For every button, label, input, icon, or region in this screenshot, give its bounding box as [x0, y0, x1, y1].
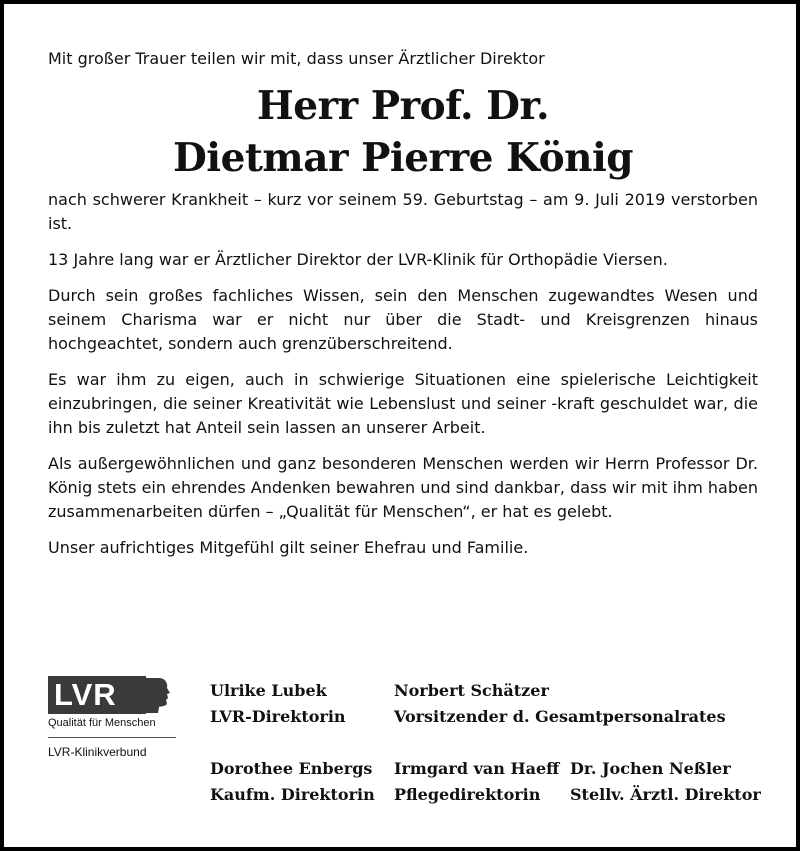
signatory-role: Stellv. Ärztl. Direktor — [570, 785, 761, 804]
logo-text: LVR — [54, 677, 117, 712]
lvr-logo — [48, 676, 178, 759]
paragraph: Als außergewöhnlichen und ganz besonderen Menschen werden wir Herrn Professor Dr. König stets ein ehrendes Andenken bewahren und sind dankbar, dass wir mit ihm haben zusammenarbeiten dürfen – „Qualität für Menschen“, er hat es gelebt. — [48, 454, 758, 521]
signatory-name: Dorothee Enbergs — [210, 759, 373, 778]
paragraph: Unser aufrichtiges Mitgefühl gilt seiner Ehefrau und Familie. — [48, 538, 529, 557]
deceased-name — [48, 80, 758, 184]
logo-divider — [48, 737, 176, 738]
signatory — [394, 678, 726, 730]
signatory — [210, 756, 375, 808]
signatory-name: Dr. Jochen Neßler — [570, 759, 731, 778]
signatory-role: LVR-Direktorin — [210, 707, 346, 726]
signatory-name: Irmgard van Haeff — [394, 759, 560, 778]
logo-mark — [48, 676, 176, 714]
signatory-role: Vorsitzender d. Gesamtpersonalrates — [394, 707, 726, 726]
signatory-role: Pflegedirektorin — [394, 785, 541, 804]
signature-block — [48, 676, 760, 816]
signatory — [394, 756, 559, 808]
signatory — [570, 756, 761, 808]
paragraph: Es war ihm zu eigen, auch in schwierige Situationen eine spielerische Leichtigkeit einzubringen, die seiner Kreativität wie Lebenslust und seiner -kraft geschuldet war, die ihn bis zuletzt hat Anteil sein lassen an unserer Arbeit. — [48, 370, 758, 437]
paragraph: Durch sein großes fachliches Wissen, sein den Menschen zugewandtes Wesen und seinem Charisma war er nicht nur über die Stadt- und Kreisgrenzen hinaus hochgeachtet, sondern auch grenzüberschreitend. — [48, 286, 758, 353]
logo-tagline: Qualität für Menschen — [48, 717, 156, 729]
signatory — [210, 678, 346, 730]
signatory-name: Ulrike Lubek — [210, 681, 327, 700]
paragraph: nach schwerer Krankheit – kurz vor seinem 59. Geburtstag – am 9. Juli 2019 verstorben ist. — [48, 190, 758, 233]
name-line-1: Herr Prof. Dr. — [256, 83, 550, 129]
paragraph: 13 Jahre lang war er Ärztlicher Direktor der LVR-Klinik für Orthopädie Viersen. — [48, 250, 668, 269]
name-line-2: Dietmar Pierre König — [172, 135, 634, 181]
face-profile-icon — [146, 676, 176, 714]
obituary-body — [48, 48, 758, 572]
intro-text: Mit großer Trauer teilen wir mit, dass unser Ärztlicher Direktor — [48, 49, 545, 68]
signatory-role: Kaufm. Direktorin — [210, 785, 375, 804]
signatory-name: Norbert Schätzer — [394, 681, 549, 700]
logo-network: LVR-Klinikverbund — [48, 745, 147, 759]
